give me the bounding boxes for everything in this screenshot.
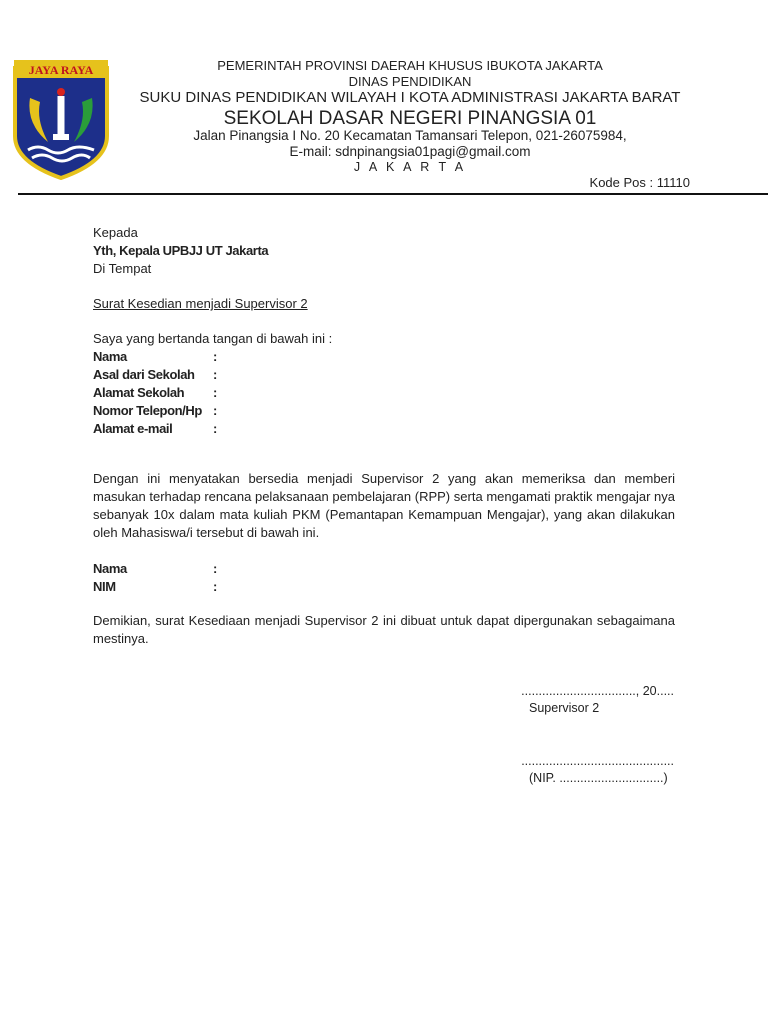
field-label-alamat-sekolah: Alamat Sekolah	[93, 385, 185, 400]
school-address: Jalan Pinangsia I No. 20 Kecamatan Tamansari Telepon, 021-26075984,	[193, 128, 627, 143]
signature-name-line: ............................................	[521, 754, 674, 768]
field-label-asal-sekolah: Asal dari Sekolah	[93, 367, 195, 382]
field-colon: :	[213, 579, 218, 594]
closing-paragraph: Demikian, surat Kesediaan menjadi Supervisor 2 ini dibuat untuk dapat dipergunakan sebagaimana mestinya.	[93, 613, 675, 646]
recipient-location: Di Tempat	[93, 261, 152, 276]
postal-code: Kode Pos : 11110	[589, 175, 690, 190]
field-colon: :	[213, 349, 218, 364]
logo-text: JAYA RAYA	[28, 63, 94, 77]
field-colon: :	[213, 421, 218, 436]
letter-subject: Surat Kesedian menjadi Supervisor 2	[93, 296, 308, 311]
kop-provinsi: PEMERINTAH PROVINSI DAERAH KHUSUS IBUKOTA JAKARTA	[217, 58, 603, 73]
field-colon: :	[213, 561, 218, 576]
recipient-name: Yth, Kepala UPBJJ UT Jakarta	[93, 243, 269, 258]
field-label-telepon: Nomor Telepon/Hp	[93, 403, 202, 418]
signature-role: Supervisor 2	[529, 701, 600, 715]
field-label-nama: Nama	[93, 349, 127, 364]
letterhead-divider	[18, 193, 768, 195]
field-label-email: Alamat e-mail	[93, 421, 173, 436]
kop-sudin: SUKU DINAS PENDIDIKAN WILAYAH I KOTA ADMINISTRASI JAKARTA BARAT	[139, 89, 681, 106]
kepada-label: Kepada	[93, 225, 138, 240]
school-email: E-mail: sdnpinangsia01pagi@gmail.com	[289, 144, 531, 159]
signature-date-line: ................................., 20.....	[521, 684, 674, 698]
statement-paragraph: Dengan ini menyatakan bersedia menjadi Supervisor 2 yang akan memeriksa dan memberi masukan terhadap rencana pelaksanaan pembelajaran (RPP) serta mengamati praktik mengajar nya sebanyak 10x dalam mata kuliah PKM (Pemantapan Kemampuan Mengajar), yang akan dilakukan oleh Mahasiswa/i tersebut di bawah ini.	[93, 471, 675, 540]
field-colon: :	[213, 367, 218, 382]
kop-dinas: DINAS PENDIDIKAN	[348, 74, 472, 89]
student-label-nim: NIM	[93, 579, 116, 594]
jaya-raya-emblem-logo	[12, 58, 110, 180]
student-label-nama: Nama	[93, 561, 127, 576]
school-name: SEKOLAH DASAR NEGERI PINANGSIA 01	[223, 108, 597, 129]
intro-text: Saya yang bertanda tangan di bawah ini :	[93, 331, 333, 346]
field-colon: :	[213, 403, 218, 418]
signature-nip: (NIP. ..............................)	[529, 771, 668, 785]
school-city: J A K A R T A	[353, 160, 467, 174]
field-colon: :	[213, 385, 218, 400]
